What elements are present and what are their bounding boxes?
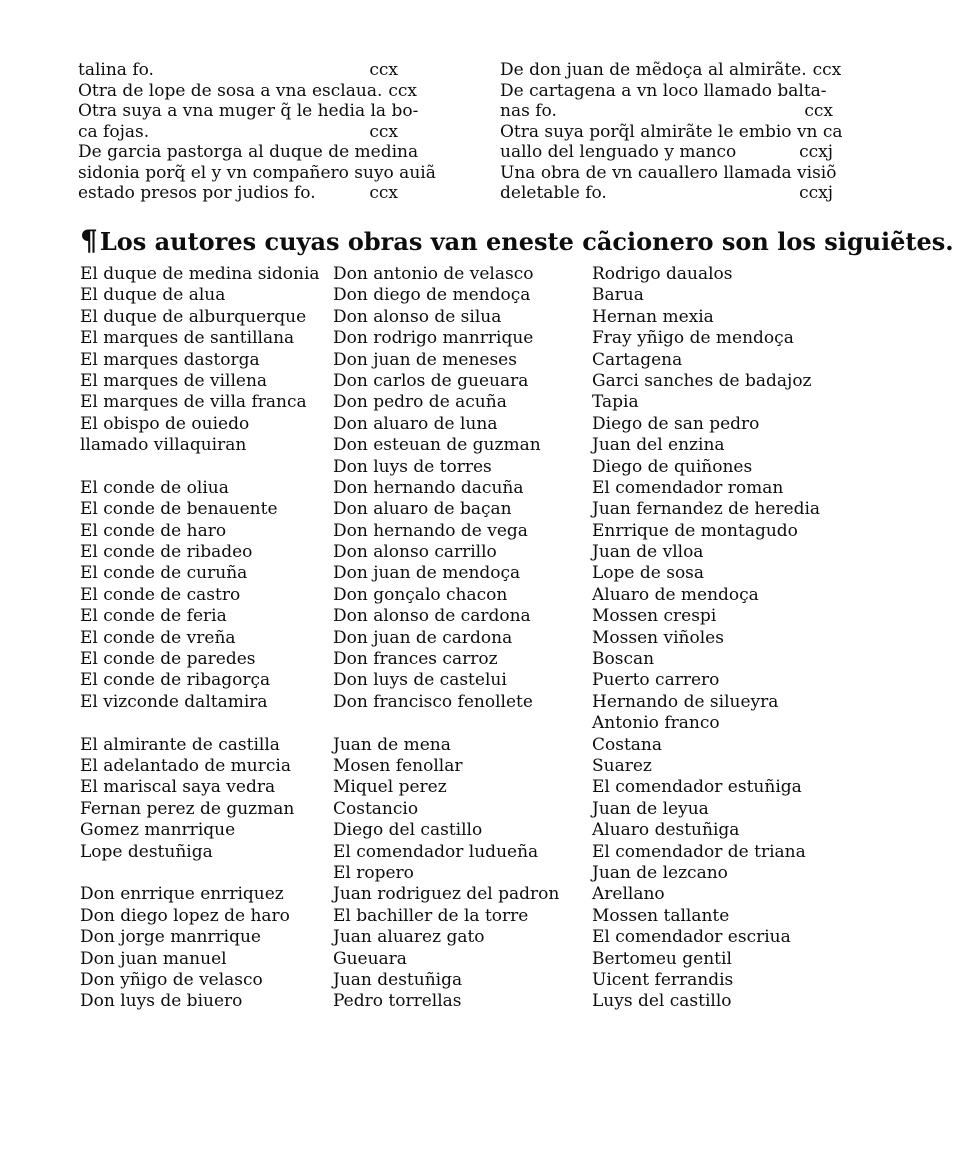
- author-name: El obispo de ouiedo: [80, 413, 250, 434]
- author-name: Lope de sosa: [592, 563, 705, 584]
- author-name: Don juan de mendoça: [333, 563, 521, 584]
- author-name: Don aluaro de baçan: [333, 499, 512, 520]
- author-name: Hernan mexia: [592, 306, 714, 327]
- author-name: El adelantado de murcia: [80, 755, 291, 776]
- index-entry: De garcia pastorga al duque de medina: [78, 142, 419, 162]
- author-name: Gomez manrrique: [80, 820, 236, 841]
- author-name: El ropero: [333, 862, 414, 883]
- author-name: Don rodrigo manrrique: [333, 328, 534, 349]
- index-entry: De cartagena a vn loco llamado balta-: [500, 80, 827, 101]
- author-name: Aluaro destuñiga: [592, 820, 740, 841]
- author-name: El vizconde daltamira: [80, 691, 268, 712]
- author-name: Lope destuñiga: [80, 841, 213, 862]
- author-name: Rodrigo daualos: [592, 264, 733, 284]
- author-name: Hernando de silueyra: [592, 691, 779, 712]
- author-name: Juan fernandez de heredia: [592, 499, 821, 520]
- author-name: Fernan perez de guzman: [80, 798, 295, 819]
- author-name: Don luys de castelui: [333, 670, 507, 691]
- author-name: El mariscal saya vedra: [80, 777, 276, 798]
- author-name: Puerto carrero: [592, 670, 720, 691]
- author-name: Don aluaro de luna: [333, 413, 498, 434]
- author-name: Diego del castillo: [333, 820, 483, 841]
- author-name: Costancio: [333, 798, 419, 819]
- author-name: El comendador estuñiga: [592, 777, 802, 798]
- author-name: Juan de vlloa: [592, 542, 704, 563]
- author-name: El conde de curuña: [80, 563, 248, 584]
- author-name: El marques de santillana: [80, 328, 295, 349]
- author-name: Juan de leyua: [592, 798, 709, 819]
- author-name: Luys del castillo: [592, 991, 732, 1012]
- author-name: Barua: [592, 285, 644, 306]
- author-name: Don alonso de cardona: [333, 606, 531, 627]
- author-name: Cartagena: [592, 349, 683, 370]
- author-name: Arellano: [592, 884, 665, 905]
- author-name: El duque de alua: [80, 285, 226, 306]
- index-entry: Otra de lope de sosa a vna esclaua. ccx: [78, 80, 418, 101]
- index-column-right: [500, 60, 843, 204]
- author-name: El conde de feria: [80, 606, 227, 627]
- author-name: Don luys de biuero: [80, 991, 243, 1012]
- author-name: El duque de alburquerque: [80, 306, 307, 327]
- author-name: El comendador roman: [592, 477, 784, 498]
- author-name: Don carlos de gueuara: [333, 370, 529, 391]
- author-name: El bachiller de la torre: [333, 905, 529, 926]
- author-name: Don alonso carrillo: [333, 542, 497, 563]
- index-entry: talina fo. ccx: [78, 60, 398, 80]
- author-name: El comendador escriua: [592, 927, 791, 948]
- author-name: Miquel perez: [333, 777, 447, 798]
- author-name: Don juan manuel: [80, 948, 227, 969]
- author-name: El marques dastorga: [80, 349, 260, 370]
- author-name: Juan del enzina: [592, 435, 725, 456]
- author-name: El conde de ribagorça: [80, 670, 271, 691]
- author-name: El conde de haro: [80, 520, 227, 541]
- author-name: Don luys de torres: [333, 456, 492, 477]
- author-name: El almirante de castilla: [80, 734, 280, 755]
- author-name: Aluaro de mendoça: [592, 584, 759, 605]
- section-heading: [80, 224, 954, 257]
- author-name: Don juan de cardona: [333, 627, 513, 648]
- author-name: Don hernando de vega: [333, 520, 528, 541]
- author-name: llamado villaquiran: [80, 435, 247, 456]
- pilcrow-mark: ¶: [80, 224, 98, 257]
- column-gap: [333, 713, 583, 734]
- author-name: Don diego de mendoça: [333, 285, 531, 306]
- column-gap: [80, 863, 330, 884]
- author-name: Juan destuñiga: [333, 969, 463, 990]
- author-name: Don pedro de acuña: [333, 392, 507, 413]
- index-entry: Una obra de vn cauallero llamada visiõ: [500, 162, 837, 183]
- author-name: Don frances carroz: [333, 649, 498, 670]
- index-entry: deletable fo. ccxj: [500, 183, 833, 203]
- index-column-left: [78, 60, 436, 204]
- author-name: El comendador de triana: [592, 841, 806, 862]
- index-entry: estado presos por judios fo. ccx: [78, 183, 398, 203]
- author-name: Mossen viñoles: [592, 627, 724, 648]
- author-name: Don juan de meneses: [333, 349, 517, 370]
- author-name: Costana: [592, 734, 663, 755]
- author-name: Juan de mena: [333, 734, 451, 755]
- author-list-column-3: [592, 264, 842, 1013]
- author-name: Garci sanches de badajoz: [592, 370, 812, 391]
- author-name: Mosen fenollar: [333, 755, 463, 776]
- author-name: Uicent ferrandis: [592, 969, 734, 990]
- author-name: Tapia: [592, 392, 639, 413]
- author-name: Don francisco fenollete: [333, 691, 533, 712]
- author-name: El conde de castro: [80, 584, 241, 605]
- author-name: Don jorge manrrique: [80, 927, 261, 948]
- author-name: Juan aluarez gato: [333, 927, 485, 948]
- author-name: Juan rodriguez del padron: [333, 884, 560, 905]
- author-name: Gueuara: [333, 948, 407, 969]
- author-name: Pedro torrellas: [333, 991, 462, 1012]
- index-entry: nas fo. ccx: [500, 101, 833, 121]
- author-list-column-1: [80, 264, 330, 1013]
- author-name: Enrrique de montagudo: [592, 520, 798, 541]
- index-entry: Otra suya porq̃l almirãte le embio vn ca: [500, 121, 843, 142]
- column-gap: [80, 457, 330, 478]
- author-name: Mossen tallante: [592, 905, 730, 926]
- author-name: Fray yñigo de mendoça: [592, 328, 794, 349]
- author-name: El marques de villa franca: [80, 392, 307, 413]
- author-name: El conde de oliua: [80, 477, 229, 498]
- index-entry: Otra suya a vna muger q̃ le hedia la bo-: [78, 101, 419, 121]
- author-name: Mossen crespi: [592, 606, 717, 627]
- author-name: Don yñigo de velasco: [80, 969, 263, 990]
- author-name: Suarez: [592, 755, 652, 776]
- author-name: Boscan: [592, 649, 655, 670]
- author-name: El conde de vreña: [80, 627, 236, 648]
- author-name: Don alonso de silua: [333, 306, 502, 327]
- author-name: Diego de quiñones: [592, 456, 753, 477]
- author-name: El marques de villena: [80, 370, 268, 391]
- author-name: El duque de medina sidonia: [80, 264, 320, 284]
- author-name: Juan de lezcano: [592, 862, 728, 883]
- column-gap: [80, 713, 330, 734]
- index-entry: ca fojas. ccx: [78, 121, 398, 142]
- author-name: Don enrrique enrriquez: [80, 884, 284, 905]
- author-name: El conde de ribadeo: [80, 542, 253, 563]
- author-name: Don esteuan de guzman: [333, 435, 541, 456]
- author-name: Bertomeu gentil: [592, 948, 732, 969]
- author-name: Antonio franco: [592, 713, 720, 734]
- author-name: El conde de paredes: [80, 649, 256, 670]
- index-entry: De don juan de mẽdoça al almirãte. ccx: [500, 60, 842, 80]
- author-name: El conde de benauente: [80, 499, 278, 520]
- author-name: Diego de san pedro: [592, 413, 760, 434]
- author-name: Don hernando dacuña: [333, 477, 524, 498]
- author-name: Don diego lopez de haro: [80, 905, 290, 926]
- author-name: Don antonio de velasco: [333, 264, 534, 284]
- author-name: El comendador ludueña: [333, 841, 539, 862]
- author-name: Don gonçalo chacon: [333, 584, 508, 605]
- heading-text: Los autores cuyas obras van eneste cãcionero son los siguiẽtes.: [99, 227, 954, 256]
- index-entry: sidonia porq̃ el y vn compañero suyo auiã: [78, 162, 436, 183]
- author-list-column-2: [333, 264, 583, 1013]
- index-entry: uallo del lenguado y manco ccxj: [500, 142, 833, 162]
